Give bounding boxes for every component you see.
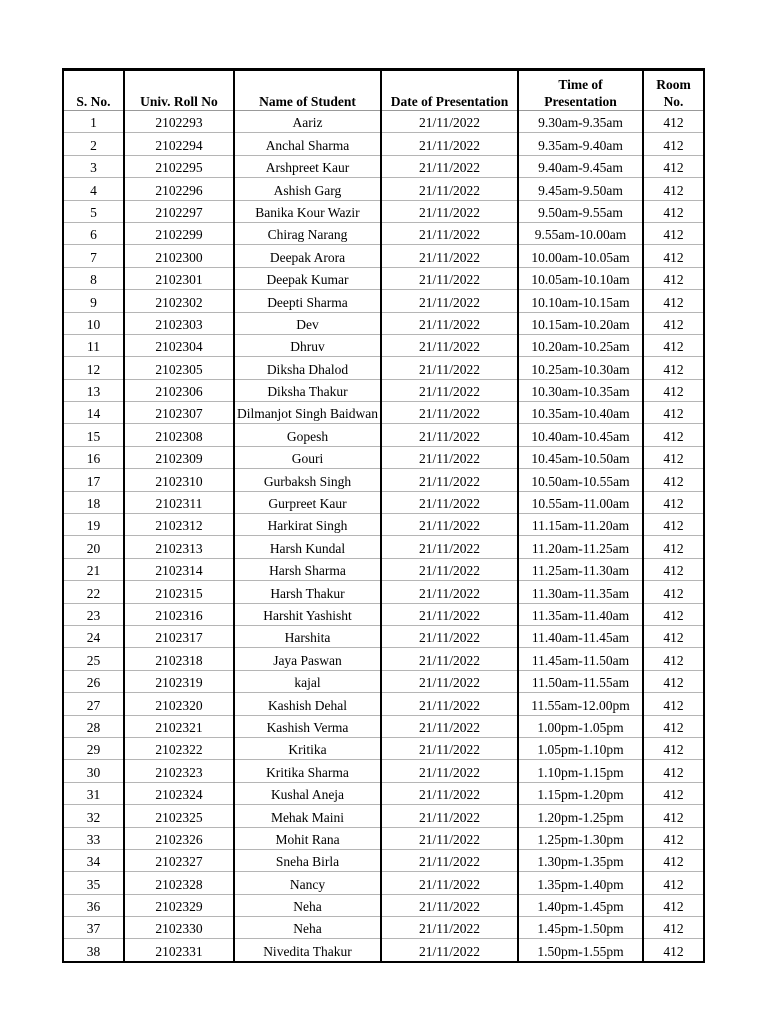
date-cell: 21/11/2022	[381, 693, 518, 715]
date-cell: 21/11/2022	[381, 155, 518, 177]
date-cell: 21/11/2022	[381, 491, 518, 513]
room-cell: 412	[643, 872, 704, 894]
date-cell: 21/11/2022	[381, 648, 518, 670]
room-cell: 412	[643, 446, 704, 468]
student-name-cell: Gurpreet Kaur	[234, 491, 381, 513]
student-name-cell: Dilmanjot Singh Baidwan	[234, 402, 381, 424]
room-cell: 412	[643, 155, 704, 177]
room-cell: 412	[643, 357, 704, 379]
date-cell: 21/11/2022	[381, 849, 518, 871]
roll-no-cell: 2102331	[124, 939, 234, 962]
date-cell: 21/11/2022	[381, 245, 518, 267]
student-name-cell: Neha	[234, 894, 381, 916]
time-cell: 10.30am-10.35am	[518, 379, 643, 401]
student-name-cell: Arshpreet Kaur	[234, 155, 381, 177]
table-row	[63, 222, 704, 244]
roll-no-cell: 2102313	[124, 536, 234, 558]
student-name-cell: Harsh Sharma	[234, 558, 381, 580]
time-cell: 9.50am-9.55am	[518, 200, 643, 222]
serial-no-cell: 36	[63, 894, 124, 916]
time-cell: 11.25am-11.30am	[518, 558, 643, 580]
table-row	[63, 872, 704, 894]
date-cell: 21/11/2022	[381, 514, 518, 536]
student-name-cell: Gopesh	[234, 424, 381, 446]
serial-no-cell: 8	[63, 267, 124, 289]
date-cell: 21/11/2022	[381, 200, 518, 222]
serial-no-cell: 6	[63, 222, 124, 244]
table-row	[63, 670, 704, 692]
student-name-cell: Gouri	[234, 446, 381, 468]
table-row	[63, 290, 704, 312]
date-cell: 21/11/2022	[381, 111, 518, 133]
serial-no-cell: 3	[63, 155, 124, 177]
room-cell: 412	[643, 111, 704, 133]
time-cell: 9.40am-9.45am	[518, 155, 643, 177]
serial-no-cell: 14	[63, 402, 124, 424]
time-cell: 1.00pm-1.05pm	[518, 715, 643, 737]
roll-no-cell: 2102327	[124, 849, 234, 871]
date-cell: 21/11/2022	[381, 424, 518, 446]
serial-no-cell: 21	[63, 558, 124, 580]
roll-no-cell: 2102306	[124, 379, 234, 401]
table-row	[63, 603, 704, 625]
date-cell: 21/11/2022	[381, 782, 518, 804]
student-name-cell: Diksha Dhalod	[234, 357, 381, 379]
table-row	[63, 939, 704, 962]
serial-no-cell: 20	[63, 536, 124, 558]
header-row	[63, 70, 704, 111]
serial-no-cell: 38	[86, 943, 101, 959]
time-cell: 11.15am-11.20am	[518, 514, 643, 536]
date-cell: 21/11/2022	[381, 312, 518, 334]
header-roll-no: Univ. Roll No	[124, 70, 234, 111]
table-row	[63, 760, 704, 782]
roll-no-cell: 2102324	[124, 782, 234, 804]
time-cell: 10.35am-10.40am	[518, 402, 643, 424]
student-name-cell: Harsh Thakur	[234, 581, 381, 603]
table-row	[63, 267, 704, 289]
room-cell: 412	[643, 603, 704, 625]
date-cell: 21/11/2022	[381, 715, 518, 737]
table-row	[63, 693, 704, 715]
student-name-cell: Banika Kour Wazir	[234, 200, 381, 222]
student-name-cell: Neha	[234, 917, 381, 939]
serial-no-cell: 7	[63, 245, 124, 267]
date-cell: 21/11/2022	[381, 290, 518, 312]
room-cell: 412	[643, 536, 704, 558]
serial-no-cell: 25	[63, 648, 124, 670]
time-cell: 9.55am-10.00am	[518, 222, 643, 244]
time-cell: 11.35am-11.40am	[518, 603, 643, 625]
time-cell: 10.50am-10.55am	[518, 469, 643, 491]
student-name-cell: Dhruv	[234, 334, 381, 356]
table-row	[63, 111, 704, 133]
serial-no-cell: 34	[63, 849, 124, 871]
date-cell: 21/11/2022	[381, 536, 518, 558]
student-name-cell: Anchal Sharma	[234, 133, 381, 155]
table-row	[63, 625, 704, 647]
date-cell: 21/11/2022	[381, 379, 518, 401]
roll-no-cell: 2102305	[124, 357, 234, 379]
student-name-cell: Kritika Sharma	[234, 760, 381, 782]
serial-no-cell: 29	[63, 737, 124, 759]
serial-no-cell: 4	[63, 178, 124, 200]
student-name-cell: Chirag Narang	[234, 222, 381, 244]
room-cell: 412	[643, 245, 704, 267]
date-cell: 21/11/2022	[381, 267, 518, 289]
time-cell: 11.55am-12.00pm	[518, 693, 643, 715]
roll-no-cell: 2102299	[124, 222, 234, 244]
time-cell: 11.40am-11.45am	[518, 625, 643, 647]
serial-no-cell: 19	[63, 514, 124, 536]
student-name-cell: kajal	[234, 670, 381, 692]
roll-no-cell: 2102321	[124, 715, 234, 737]
serial-no-cell: 11	[63, 334, 124, 356]
room-cell: 412	[643, 939, 704, 962]
date-cell: 21/11/2022	[381, 917, 518, 939]
date-cell: 21/11/2022	[381, 581, 518, 603]
time-cell: 1.50pm-1.55pm	[518, 939, 643, 962]
time-cell: 1.10pm-1.15pm	[518, 760, 643, 782]
time-cell: 9.30am-9.35am	[518, 111, 643, 133]
room-cell: 412	[643, 648, 704, 670]
header-presentation-time: Time of Presentation	[518, 70, 643, 111]
room-cell: 412	[643, 581, 704, 603]
student-name-cell: Sneha Birla	[234, 849, 381, 871]
date-cell: 21/11/2022	[381, 334, 518, 356]
roll-no-cell: 2102310	[124, 469, 234, 491]
header-student-name: Name of Student	[234, 70, 381, 111]
serial-no-cell: 2	[63, 133, 124, 155]
room-cell: 412	[643, 827, 704, 849]
student-name-cell: Deepak Arora	[234, 245, 381, 267]
time-cell: 10.45am-10.50am	[518, 446, 643, 468]
time-cell: 10.20am-10.25am	[518, 334, 643, 356]
serial-no-cell: 24	[63, 625, 124, 647]
time-cell: 1.15pm-1.20pm	[518, 782, 643, 804]
student-name-cell: Kashish Verma	[234, 715, 381, 737]
serial-no-cell: 9	[63, 290, 124, 312]
room-cell: 412	[643, 290, 704, 312]
room-cell: 412	[643, 469, 704, 491]
roll-no-cell: 2102309	[124, 446, 234, 468]
roll-no-cell: 2102322	[124, 737, 234, 759]
student-name-cell: Dev	[234, 312, 381, 334]
date-cell: 21/11/2022	[381, 872, 518, 894]
table-row	[63, 133, 704, 155]
roll-no-cell: 2102320	[124, 693, 234, 715]
roll-no-cell: 2102303	[124, 312, 234, 334]
date-cell: 21/11/2022	[381, 357, 518, 379]
serial-no-cell: 30	[63, 760, 124, 782]
student-name-cell: Harkirat Singh	[234, 514, 381, 536]
room-cell: 412	[643, 805, 704, 827]
serial-no-cell: 17	[63, 469, 124, 491]
date-cell: 21/11/2022	[381, 603, 518, 625]
table-row	[63, 514, 704, 536]
serial-no-cell: 31	[63, 782, 124, 804]
serial-no-cell: 12	[63, 357, 124, 379]
date-cell: 21/11/2022	[381, 402, 518, 424]
time-cell: 9.45am-9.50am	[518, 178, 643, 200]
student-name-cell: Gurbaksh Singh	[234, 469, 381, 491]
room-cell: 412	[643, 737, 704, 759]
time-cell: 11.45am-11.50am	[518, 648, 643, 670]
serial-no-cell: 33	[63, 827, 124, 849]
room-cell: 412	[643, 625, 704, 647]
serial-no-cell: 1	[63, 111, 124, 133]
table-row	[63, 536, 704, 558]
serial-no-cell: 5	[63, 200, 124, 222]
time-cell: 10.55am-11.00am	[518, 491, 643, 513]
roll-no-cell: 2102308	[124, 424, 234, 446]
time-cell: 1.20pm-1.25pm	[518, 805, 643, 827]
time-cell: 10.40am-10.45am	[518, 424, 643, 446]
student-name-cell: Kashish Dehal	[234, 693, 381, 715]
header-presentation-date: Date of Presentation	[381, 70, 518, 111]
serial-no-cell: 18	[63, 491, 124, 513]
date-cell: 21/11/2022	[381, 670, 518, 692]
table-row	[63, 334, 704, 356]
roll-no-cell: 2102301	[124, 267, 234, 289]
time-cell: 11.20am-11.25am	[518, 536, 643, 558]
table-row	[63, 849, 704, 871]
date-cell: 21/11/2022	[381, 939, 518, 962]
room-cell: 412	[643, 849, 704, 871]
student-name-cell: Jaya Paswan	[234, 648, 381, 670]
room-cell: 412	[643, 267, 704, 289]
roll-no-cell: 2102307	[124, 402, 234, 424]
table-row	[63, 424, 704, 446]
student-name-cell: Kushal Aneja	[234, 782, 381, 804]
serial-no-cell: 37	[63, 917, 124, 939]
room-cell: 412	[643, 514, 704, 536]
room-cell: 412	[643, 782, 704, 804]
time-cell: 10.15am-10.20am	[518, 312, 643, 334]
roll-no-cell: 2102297	[124, 200, 234, 222]
roll-no-cell: 2102311	[124, 491, 234, 513]
time-cell: 10.10am-10.15am	[518, 290, 643, 312]
roll-no-cell: 2102312	[124, 514, 234, 536]
table-row	[63, 737, 704, 759]
room-cell: 412	[643, 222, 704, 244]
roll-no-cell: 2102293	[124, 111, 234, 133]
student-name-cell: Nivedita Thakur	[234, 939, 381, 962]
student-name-cell: Ashish Garg	[234, 178, 381, 200]
date-cell: 21/11/2022	[381, 446, 518, 468]
time-cell: 10.00am-10.05am	[518, 245, 643, 267]
serial-no-cell: 23	[63, 603, 124, 625]
serial-no-cell: 10	[63, 312, 124, 334]
table-row	[63, 715, 704, 737]
serial-no-cell: 16	[63, 446, 124, 468]
serial-no-cell: 32	[63, 805, 124, 827]
student-name-cell: Aariz	[234, 111, 381, 133]
table-row	[63, 402, 704, 424]
date-cell: 21/11/2022	[381, 760, 518, 782]
table-row	[63, 581, 704, 603]
room-cell: 412	[643, 693, 704, 715]
serial-no-cell: 26	[63, 670, 124, 692]
student-name-cell: Mehak Maini	[234, 805, 381, 827]
room-cell: 412	[643, 715, 704, 737]
student-name-cell: Mohit Rana	[234, 827, 381, 849]
roll-no-cell: 2102319	[124, 670, 234, 692]
date-cell: 21/11/2022	[381, 737, 518, 759]
room-cell: 412	[643, 670, 704, 692]
time-cell: 10.05am-10.10am	[518, 267, 643, 289]
roll-no-cell: 2102329	[124, 894, 234, 916]
roll-no-cell: 2102325	[124, 805, 234, 827]
student-name-cell: Diksha Thakur	[234, 379, 381, 401]
serial-no-cell: 27	[63, 693, 124, 715]
roll-no-cell: 2102317	[124, 625, 234, 647]
time-cell: 11.50am-11.55am	[518, 670, 643, 692]
date-cell: 21/11/2022	[381, 894, 518, 916]
room-cell: 412	[643, 402, 704, 424]
roll-no-cell: 2102328	[124, 872, 234, 894]
date-cell: 21/11/2022	[381, 133, 518, 155]
date-cell: 21/11/2022	[381, 469, 518, 491]
room-cell: 412	[643, 894, 704, 916]
table-row	[63, 200, 704, 222]
table-row	[63, 648, 704, 670]
student-name-cell: Harshit Yashisht	[234, 603, 381, 625]
time-cell: 1.35pm-1.40pm	[518, 872, 643, 894]
presentation-schedule-table	[62, 68, 705, 963]
table-row	[63, 379, 704, 401]
room-cell: 412	[643, 200, 704, 222]
room-cell: 412	[643, 424, 704, 446]
student-name-cell: Deepak Kumar	[234, 267, 381, 289]
time-cell: 11.30am-11.35am	[518, 581, 643, 603]
room-cell: 412	[643, 312, 704, 334]
table-row	[63, 312, 704, 334]
serial-no-cell: 13	[63, 379, 124, 401]
table-row	[63, 558, 704, 580]
roll-no-cell: 2102315	[124, 581, 234, 603]
date-cell: 21/11/2022	[381, 178, 518, 200]
roll-no-cell: 2102318	[124, 648, 234, 670]
table-row	[63, 446, 704, 468]
roll-no-cell: 2102326	[124, 827, 234, 849]
serial-no-cell: 35	[63, 872, 124, 894]
roll-no-cell: 2102316	[124, 603, 234, 625]
room-cell: 412	[643, 760, 704, 782]
table-row	[63, 491, 704, 513]
roll-no-cell: 2102295	[124, 155, 234, 177]
header-serial-no: S. No.	[63, 70, 124, 111]
time-cell: 1.25pm-1.30pm	[518, 827, 643, 849]
roll-no-cell: 2102302	[124, 290, 234, 312]
student-name-cell: Deepti Sharma	[234, 290, 381, 312]
table-row	[63, 178, 704, 200]
date-cell: 21/11/2022	[381, 558, 518, 580]
table-body	[63, 111, 704, 962]
room-cell: 412	[643, 558, 704, 580]
table-row	[63, 805, 704, 827]
time-cell: 1.05pm-1.10pm	[518, 737, 643, 759]
table-row	[63, 894, 704, 916]
serial-no-cell: 15	[63, 424, 124, 446]
student-name-cell: Kritika	[234, 737, 381, 759]
time-cell: 1.30pm-1.35pm	[518, 849, 643, 871]
table-row	[63, 357, 704, 379]
roll-no-cell: 2102294	[124, 133, 234, 155]
student-name-cell: Nancy	[234, 872, 381, 894]
roll-no-cell: 2102304	[124, 334, 234, 356]
table-row	[63, 827, 704, 849]
table-row	[63, 469, 704, 491]
date-cell: 21/11/2022	[381, 805, 518, 827]
time-cell: 1.45pm-1.50pm	[518, 917, 643, 939]
header-room-no: Room No.	[643, 70, 704, 111]
serial-no-cell: 28	[63, 715, 124, 737]
student-name-cell: Harsh Kundal	[234, 536, 381, 558]
room-cell: 412	[643, 334, 704, 356]
time-cell: 9.35am-9.40am	[518, 133, 643, 155]
table-row	[63, 155, 704, 177]
table-row	[63, 245, 704, 267]
room-cell: 412	[643, 491, 704, 513]
room-cell: 412	[643, 133, 704, 155]
roll-no-cell: 2102323	[124, 760, 234, 782]
roll-no-cell: 2102300	[124, 245, 234, 267]
serial-no-cell: 22	[63, 581, 124, 603]
table-row	[63, 782, 704, 804]
roll-no-cell: 2102296	[124, 178, 234, 200]
date-cell: 21/11/2022	[381, 827, 518, 849]
room-cell: 412	[643, 379, 704, 401]
time-cell: 10.25am-10.30am	[518, 357, 643, 379]
room-cell: 412	[643, 917, 704, 939]
room-cell: 412	[643, 178, 704, 200]
roll-no-cell: 2102314	[124, 558, 234, 580]
date-cell: 21/11/2022	[381, 222, 518, 244]
student-name-cell: Harshita	[234, 625, 381, 647]
roll-no-cell: 2102330	[124, 917, 234, 939]
time-cell: 1.40pm-1.45pm	[518, 894, 643, 916]
date-cell: 21/11/2022	[381, 625, 518, 647]
table-row	[63, 917, 704, 939]
